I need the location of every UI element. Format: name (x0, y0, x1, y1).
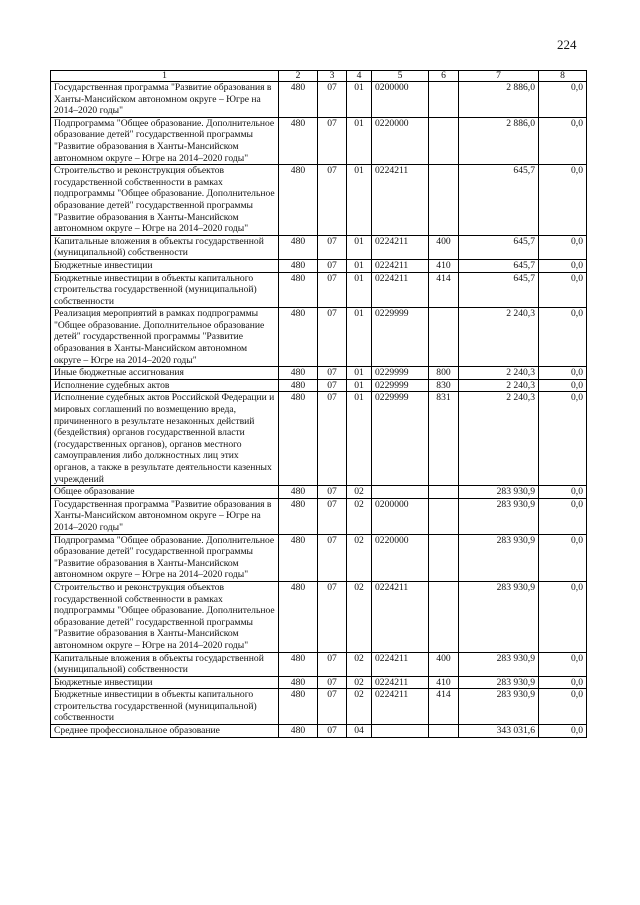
expense-type-code: 400 (429, 652, 459, 676)
table-row (51, 392, 587, 486)
subsection-code: 01 (347, 259, 372, 272)
section-code: 07 (318, 308, 347, 367)
amount-cell: 283 930,9 (459, 498, 539, 534)
table-row (51, 235, 587, 259)
expense-type-code: 830 (429, 379, 459, 392)
subsection-code: 01 (347, 235, 372, 259)
table-row (51, 725, 587, 738)
row-description: Бюджетные инвестиции (51, 259, 279, 272)
expense-type-code: 414 (429, 272, 459, 308)
header-cell: 6 (429, 71, 459, 82)
target-article-code: 0224211 (372, 676, 429, 689)
table-row (51, 272, 587, 308)
row-description: Иные бюджетные ассигнования (51, 367, 279, 380)
target-article-code: 0220000 (372, 534, 429, 581)
section-code: 07 (318, 117, 347, 164)
table-row (51, 367, 587, 380)
section-code: 07 (318, 392, 347, 486)
admin-code: 480 (279, 235, 318, 259)
subsection-code: 01 (347, 308, 372, 367)
section-code: 07 (318, 676, 347, 689)
target-article-code: 0200000 (372, 498, 429, 534)
table-row (51, 486, 587, 499)
header-row (51, 71, 587, 82)
table-row (51, 676, 587, 689)
amount-2-cell: 0,0 (539, 165, 587, 236)
subsection-code: 01 (347, 82, 372, 118)
row-description: Подпрограмма "Общее образование. Дополнительное образование детей" государственной программы "Развитие образования в Ханты-Мансийском автономном округе – Югре на 2014–2020 годы" (51, 534, 279, 581)
target-article-code: 0224211 (372, 165, 429, 236)
subsection-code: 01 (347, 165, 372, 236)
subsection-code: 02 (347, 689, 372, 725)
amount-2-cell: 0,0 (539, 689, 587, 725)
amount-cell: 2 240,3 (459, 367, 539, 380)
subsection-code: 04 (347, 725, 372, 738)
admin-code: 480 (279, 308, 318, 367)
subsection-code: 02 (347, 486, 372, 499)
row-description: Строительство и реконструкция объектов государственной собственности в рамках подпрограммы "Общее образование. Дополнительное образование детей" государственной программы "Развитие образования в Ханты-Мансийском автономном округе – Югре на 2014–2020 годы" (51, 581, 279, 652)
target-article-code: 0229999 (372, 367, 429, 380)
amount-cell: 2 886,0 (459, 117, 539, 164)
subsection-code: 02 (347, 581, 372, 652)
amount-2-cell: 0,0 (539, 117, 587, 164)
target-article-code: 0220000 (372, 117, 429, 164)
amount-2-cell: 0,0 (539, 235, 587, 259)
admin-code: 480 (279, 259, 318, 272)
row-description: Бюджетные инвестиции в объекты капитального строительства государственной (муниципальной) собственности (51, 272, 279, 308)
subsection-code: 02 (347, 498, 372, 534)
admin-code: 480 (279, 725, 318, 738)
section-code: 07 (318, 725, 347, 738)
subsection-code: 01 (347, 392, 372, 486)
amount-2-cell: 0,0 (539, 676, 587, 689)
header-cell: 8 (539, 71, 587, 82)
row-description: Бюджетные инвестиции (51, 676, 279, 689)
table-row (51, 498, 587, 534)
amount-cell: 645,7 (459, 235, 539, 259)
target-article-code (372, 725, 429, 738)
expense-type-code (429, 498, 459, 534)
expense-type-code: 410 (429, 259, 459, 272)
table-row (51, 117, 587, 164)
subsection-code: 01 (347, 272, 372, 308)
expense-type-code (429, 308, 459, 367)
admin-code: 480 (279, 272, 318, 308)
admin-code: 480 (279, 367, 318, 380)
amount-cell: 283 930,9 (459, 486, 539, 499)
expense-type-code: 800 (429, 367, 459, 380)
amount-cell: 283 930,9 (459, 534, 539, 581)
expense-type-code (429, 82, 459, 118)
expense-type-code (429, 581, 459, 652)
section-code: 07 (318, 259, 347, 272)
admin-code: 480 (279, 498, 318, 534)
amount-cell: 2 886,0 (459, 82, 539, 118)
admin-code: 480 (279, 117, 318, 164)
section-code: 07 (318, 367, 347, 380)
budget-table (50, 70, 587, 738)
subsection-code: 01 (347, 367, 372, 380)
target-article-code (372, 486, 429, 499)
target-article-code: 0224211 (372, 689, 429, 725)
amount-2-cell: 0,0 (539, 652, 587, 676)
amount-cell: 283 930,9 (459, 652, 539, 676)
admin-code: 480 (279, 676, 318, 689)
header-cell: 3 (318, 71, 347, 82)
table-row (51, 379, 587, 392)
admin-code: 480 (279, 581, 318, 652)
admin-code: 480 (279, 392, 318, 486)
row-description: Капитальные вложения в объекты государственной (муниципальной) собственности (51, 652, 279, 676)
amount-2-cell: 0,0 (539, 498, 587, 534)
target-article-code: 0224211 (372, 272, 429, 308)
section-code: 07 (318, 498, 347, 534)
header-cell: 7 (459, 71, 539, 82)
subsection-code: 02 (347, 652, 372, 676)
amount-2-cell: 0,0 (539, 581, 587, 652)
amount-2-cell: 0,0 (539, 379, 587, 392)
expense-type-code (429, 117, 459, 164)
amount-2-cell: 0,0 (539, 486, 587, 499)
section-code: 07 (318, 235, 347, 259)
row-description: Бюджетные инвестиции в объекты капитального строительства государственной (муниципальной) собственности (51, 689, 279, 725)
admin-code: 480 (279, 534, 318, 581)
page-number: 224 (557, 37, 577, 52)
table-body (51, 82, 587, 738)
admin-code: 480 (279, 652, 318, 676)
subsection-code: 01 (347, 379, 372, 392)
amount-cell: 283 930,9 (459, 689, 539, 725)
admin-code: 480 (279, 379, 318, 392)
table-row (51, 308, 587, 367)
amount-cell: 343 031,6 (459, 725, 539, 738)
section-code: 07 (318, 534, 347, 581)
amount-cell: 2 240,3 (459, 392, 539, 486)
expense-type-code (429, 165, 459, 236)
amount-2-cell: 0,0 (539, 82, 587, 118)
target-article-code: 0224211 (372, 652, 429, 676)
section-code: 07 (318, 652, 347, 676)
amount-2-cell: 0,0 (539, 534, 587, 581)
target-article-code: 0224211 (372, 259, 429, 272)
amount-2-cell: 0,0 (539, 392, 587, 486)
section-code: 07 (318, 379, 347, 392)
table-row (51, 534, 587, 581)
table-row (51, 581, 587, 652)
header-cell: 2 (279, 71, 318, 82)
subsection-code: 02 (347, 676, 372, 689)
amount-2-cell: 0,0 (539, 367, 587, 380)
section-code: 07 (318, 82, 347, 118)
amount-2-cell: 0,0 (539, 308, 587, 367)
amount-2-cell: 0,0 (539, 259, 587, 272)
expense-type-code: 831 (429, 392, 459, 486)
amount-cell: 2 240,3 (459, 308, 539, 367)
row-description: Подпрограмма "Общее образование. Дополнительное образование детей" государственной программы "Развитие образования в Ханты-Мансийском автономном округе – Югре на 2014–2020 годы" (51, 117, 279, 164)
row-description: Исполнение судебных актов Российской Федерации и мировых соглашений по возмещению вреда, причиненного в результате незаконных действий (бездействия) органов государственной власти (государственных органов), органов местного самоуправления либо должностных лиц этих органов, а также в результате деятельности казенных учреждений (51, 392, 279, 486)
target-article-code: 0224211 (372, 581, 429, 652)
admin-code: 480 (279, 486, 318, 499)
table-row (51, 259, 587, 272)
row-description: Исполнение судебных актов (51, 379, 279, 392)
target-article-code: 0224211 (372, 235, 429, 259)
expense-type-code: 410 (429, 676, 459, 689)
section-code: 07 (318, 689, 347, 725)
row-description: Среднее профессиональное образование (51, 725, 279, 738)
section-code: 07 (318, 581, 347, 652)
expense-type-code: 414 (429, 689, 459, 725)
section-code: 07 (318, 272, 347, 308)
amount-cell: 645,7 (459, 259, 539, 272)
amount-cell: 283 930,9 (459, 676, 539, 689)
table-row (51, 689, 587, 725)
expense-type-code (429, 486, 459, 499)
amount-cell: 283 930,9 (459, 581, 539, 652)
row-description: Государственная программа "Развитие образования в Ханты-Мансийском автономном округе – Югре на 2014–2020 годы" (51, 82, 279, 118)
amount-2-cell: 0,0 (539, 272, 587, 308)
section-code: 07 (318, 165, 347, 236)
target-article-code: 0229999 (372, 392, 429, 486)
expense-type-code (429, 725, 459, 738)
target-article-code: 0200000 (372, 82, 429, 118)
expense-type-code (429, 534, 459, 581)
section-code: 07 (318, 486, 347, 499)
table-row (51, 82, 587, 118)
amount-cell: 2 240,3 (459, 379, 539, 392)
subsection-code: 01 (347, 117, 372, 164)
table-row (51, 165, 587, 236)
row-description: Строительство и реконструкция объектов государственной собственности в рамках подпрограммы "Общее образование. Дополнительное образование детей" государственной программы "Развитие образования в Ханты-Мансийском автономном округе – Югре на 2014–2020 годы" (51, 165, 279, 236)
target-article-code: 0229999 (372, 379, 429, 392)
row-description: Капитальные вложения в объекты государственной (муниципальной) собственности (51, 235, 279, 259)
header-cell: 5 (372, 71, 429, 82)
table-row (51, 652, 587, 676)
expense-type-code: 400 (429, 235, 459, 259)
admin-code: 480 (279, 165, 318, 236)
header-cell: 1 (51, 71, 279, 82)
row-description: Общее образование (51, 486, 279, 499)
admin-code: 480 (279, 82, 318, 118)
row-description: Государственная программа "Развитие образования в Ханты-Мансийском автономном округе – Югре на 2014–2020 годы" (51, 498, 279, 534)
amount-cell: 645,7 (459, 272, 539, 308)
amount-2-cell: 0,0 (539, 725, 587, 738)
amount-cell: 645,7 (459, 165, 539, 236)
subsection-code: 02 (347, 534, 372, 581)
row-description: Реализация мероприятий в рамках подпрограммы "Общее образование. Дополнительное образование детей" государственной программы "Развитие образования в Ханты-Мансийском автономном округе – Югре на 2014–2020 годы" (51, 308, 279, 367)
target-article-code: 0229999 (372, 308, 429, 367)
header-cell: 4 (347, 71, 372, 82)
admin-code: 480 (279, 689, 318, 725)
